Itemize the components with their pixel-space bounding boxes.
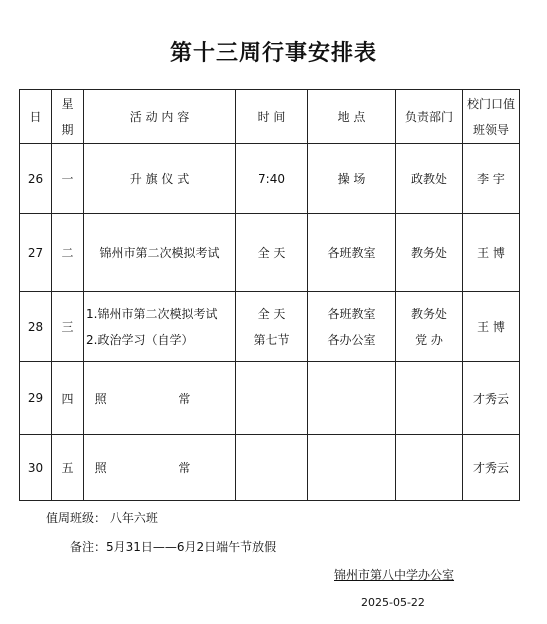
header-leader-line2: 班领导 xyxy=(472,122,509,137)
cell-activity xyxy=(84,292,236,362)
cell-time: 7:40 xyxy=(236,144,308,214)
page-title: 第十三周行事安排表 xyxy=(169,41,377,66)
cell-weekday: 一 xyxy=(52,144,84,214)
header-leader-line1: 校门口值 xyxy=(466,96,515,111)
cell-dept xyxy=(396,362,463,435)
cell-weekday: 五 xyxy=(52,435,84,501)
cell-place: 操 场 xyxy=(308,144,396,214)
cell-place-line1: 各班教室 xyxy=(327,306,376,321)
header-weekday-line1: 星 xyxy=(61,96,74,111)
header-activity: 活 动 内 容 xyxy=(84,90,236,144)
header-time: 时 间 xyxy=(236,90,308,144)
cell-leader: 才秀云 xyxy=(463,435,520,501)
header-leader xyxy=(463,90,520,144)
table-row xyxy=(20,292,520,362)
cell-dept-line2: 党 办 xyxy=(415,332,443,347)
cell-dept: 教务处 xyxy=(396,214,463,292)
cell-day: 27 xyxy=(20,214,52,292)
cell-dept: 政教处 xyxy=(396,144,463,214)
cell-activity-line1: 1.锦州市第二次模拟考试 xyxy=(86,306,218,321)
cell-time: 全 天 xyxy=(236,214,308,292)
cell-dept xyxy=(396,435,463,501)
header-row xyxy=(20,90,520,144)
cell-weekday: 三 xyxy=(52,292,84,362)
cell-activity: 照 常 xyxy=(84,362,236,435)
schedule-table xyxy=(19,89,520,501)
header-weekday-line2: 期 xyxy=(61,122,74,137)
issuing-office-text: 锦州市第八中学办公室 xyxy=(334,568,455,582)
header-dept: 负责部门 xyxy=(396,90,463,144)
cell-place xyxy=(308,435,396,501)
header-day: 日 xyxy=(20,90,52,144)
cell-time xyxy=(236,292,308,362)
cell-time-line1: 全 天 xyxy=(257,306,286,321)
header-place: 地 点 xyxy=(308,90,396,144)
cell-activity-line2: 2.政治学习（自学） xyxy=(86,332,194,347)
table-row xyxy=(20,435,520,501)
cell-dept-line1: 教务处 xyxy=(410,306,447,321)
issue-date-text: 2025-05-22 xyxy=(361,596,425,609)
cell-day: 28 xyxy=(20,292,52,362)
cell-activity: 照 常 xyxy=(84,435,236,501)
cell-leader: 王 博 xyxy=(463,292,520,362)
cell-day: 26 xyxy=(20,144,52,214)
holiday-note-text: 备注：5月31日——6月2日端午节放假 xyxy=(70,540,277,554)
cell-weekday: 四 xyxy=(52,362,84,435)
cell-place xyxy=(308,362,396,435)
cell-time xyxy=(236,435,308,501)
cell-dept xyxy=(396,292,463,362)
cell-activity: 升 旗 仪 式 xyxy=(84,144,236,214)
cell-leader: 王 博 xyxy=(463,214,520,292)
duty-class-text: 值周班级： 八年六班 xyxy=(46,511,158,525)
table-row xyxy=(20,144,520,214)
cell-place xyxy=(308,292,396,362)
table-row xyxy=(20,362,520,435)
cell-time xyxy=(236,362,308,435)
cell-place-line2: 各办公室 xyxy=(327,332,376,347)
table-row xyxy=(20,214,520,292)
cell-leader: 李 宇 xyxy=(463,144,520,214)
cell-weekday: 二 xyxy=(52,214,84,292)
header-weekday xyxy=(52,90,84,144)
cell-activity: 锦州市第二次模拟考试 xyxy=(84,214,236,292)
cell-time-line2: 第七节 xyxy=(253,332,290,347)
cell-leader: 才秀云 xyxy=(463,362,520,435)
cell-day: 29 xyxy=(20,362,52,435)
cell-place: 各班教室 xyxy=(308,214,396,292)
cell-day: 30 xyxy=(20,435,52,501)
